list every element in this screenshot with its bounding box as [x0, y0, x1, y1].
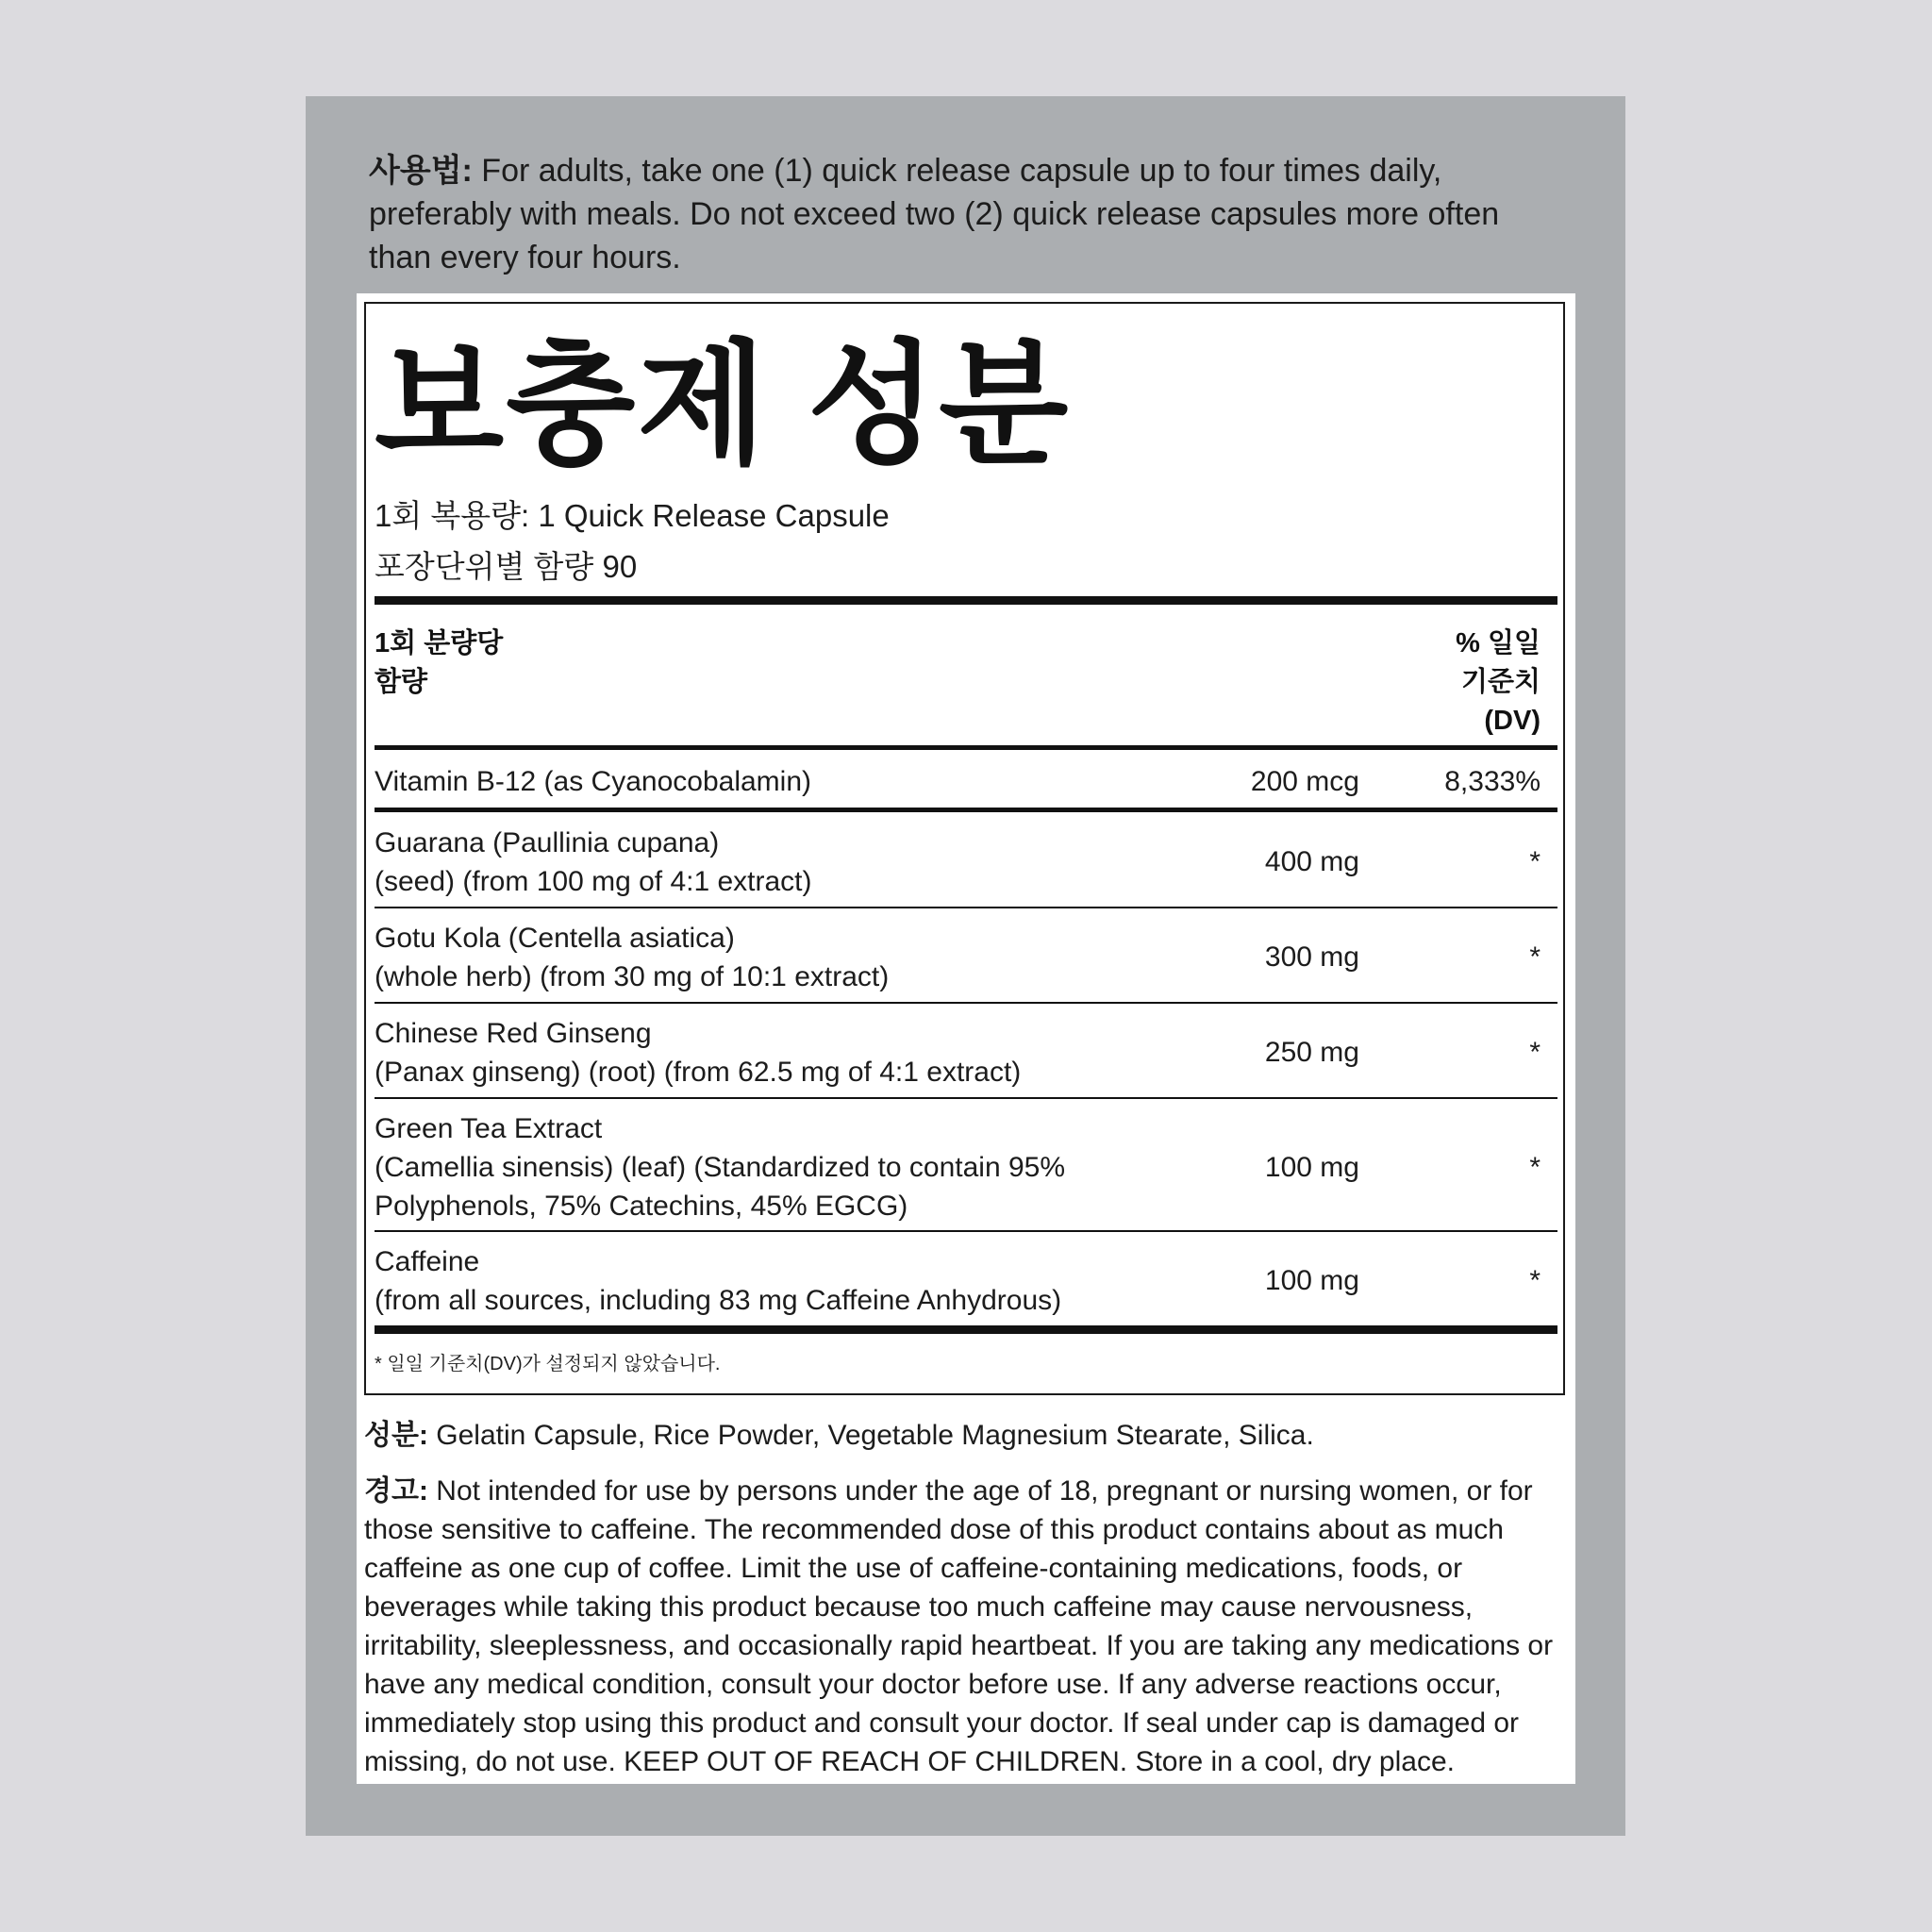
nutrient-row-vitamin-b12 — [375, 762, 1557, 805]
nutrient-name: Vitamin B-12 (as Cyanocobalamin) — [375, 766, 811, 797]
header-right-line-3: (DV) — [1484, 706, 1541, 736]
nutrient-detail: (Panax ginseng) (root) (from 62.5 mg of 4:1 extract) — [375, 1057, 1022, 1088]
directions-label: 사용법: — [369, 153, 473, 189]
ingredients-text — [364, 1416, 1562, 1455]
warning-label: 경고: — [364, 1475, 428, 1507]
servings-per-container: 포장단위별 함량 90 — [375, 549, 638, 584]
nutrient-row-red-ginseng — [375, 1014, 1557, 1097]
nutrient-dv: * — [1529, 1265, 1541, 1296]
rule-thick-top — [375, 596, 1557, 605]
header-right-line-2: 기준치 — [1460, 667, 1541, 697]
nutrient-amount: 250 mg — [1264, 1037, 1359, 1068]
nutrient-amount: 400 mg — [1264, 846, 1359, 877]
nutrient-amount: 300 mg — [1264, 941, 1359, 973]
rule-thick-bottom — [375, 1325, 1557, 1334]
nutrient-row-gotu-kola — [375, 919, 1557, 1002]
nutrient-amount: 100 mg — [1264, 1152, 1359, 1183]
nutrient-dv: * — [1529, 846, 1541, 877]
warning-text — [364, 1472, 1562, 1781]
facts-title: 보충제 성분 — [375, 330, 1071, 480]
nutrient-dv: * — [1529, 941, 1541, 973]
nutrient-dv: 8,333% — [1444, 766, 1541, 797]
nutrient-name: Caffeine — [375, 1246, 480, 1277]
nutrient-detail: (whole herb) (from 30 mg of 10:1 extract) — [375, 961, 890, 992]
nutrient-detail: (seed) (from 100 mg of 4:1 extract) — [375, 866, 812, 897]
nutrient-dv: * — [1529, 1152, 1541, 1183]
header-amount-per-serving — [375, 625, 503, 702]
dv-footnote: * 일일 기준치(DV)가 설정되지 않았습니다. — [375, 1354, 721, 1374]
rule-row-divider — [375, 1002, 1557, 1004]
nutrient-detail-2: Polyphenols, 75% Catechins, 45% EGCG) — [375, 1191, 908, 1222]
ingredients-label: 성분: — [364, 1420, 428, 1451]
nutrient-detail: (Camellia sinensis) (leaf) (Standardized to contain 95% — [375, 1152, 1066, 1183]
rule-row-divider — [375, 1230, 1557, 1232]
nutrient-row-caffeine — [375, 1242, 1557, 1325]
nutrient-dv: * — [1529, 1037, 1541, 1068]
directions-text — [369, 149, 1567, 279]
directions-body: For adults, take one (1) quick release capsule up to four times daily, preferably with meals. Do not exceed two (2) quick release capsules more often than every four hours. — [369, 153, 1500, 275]
ingredients-body: Gelatin Capsule, Rice Powder, Vegetable Magnesium Stearate, Silica. — [427, 1420, 1314, 1451]
serving-size: 1회 복용량: 1 Quick Release Capsule — [375, 498, 890, 533]
rule-row-divider — [375, 808, 1557, 812]
rule-row-divider — [375, 1097, 1557, 1099]
rule-header-bottom — [375, 745, 1557, 750]
header-right-line-1: % 일일 — [1456, 628, 1541, 658]
nutrient-name: Green Tea Extract — [375, 1113, 603, 1144]
nutrient-name: Guarana (Paullinia cupana) — [375, 827, 720, 858]
nutrient-name: Chinese Red Ginseng — [375, 1018, 652, 1049]
nutrient-name: Gotu Kola (Centella asiatica) — [375, 923, 735, 954]
rule-row-divider — [375, 907, 1557, 908]
nutrient-row-green-tea — [375, 1109, 1557, 1230]
warning-body: Not intended for use by persons under the age of 18, pregnant or nursing women, or for those sensitive to caffeine. The recommended dose of this product contains about as much caffeine as one cup of coffee. Limit the use of caffeine-containing medications, foods, or beverages while taking this product because too much caffeine may cause nervousness, irritability, sleeplessness, and occasionally rapid heartbeat. If you are taking any medications or have any medical condition, consult your doctor before use. If any adverse reactions occur, immediately stop using this product and consult your doctor. If seal under cap is damaged or missing, do not use. KEEP OUT OF REACH OF CHILDREN. Store in a cool, dry place. — [364, 1475, 1554, 1777]
nutrient-amount: 100 mg — [1264, 1265, 1359, 1296]
nutrient-row-guarana — [375, 824, 1557, 907]
nutrient-detail: (from all sources, including 83 mg Caffeine Anhydrous) — [375, 1285, 1062, 1316]
header-left-line-2: 함량 — [375, 667, 428, 697]
header-left-line-1: 1회 분량당 — [375, 628, 504, 658]
header-daily-value — [1396, 625, 1541, 741]
nutrient-amount: 200 mcg — [1250, 766, 1359, 797]
